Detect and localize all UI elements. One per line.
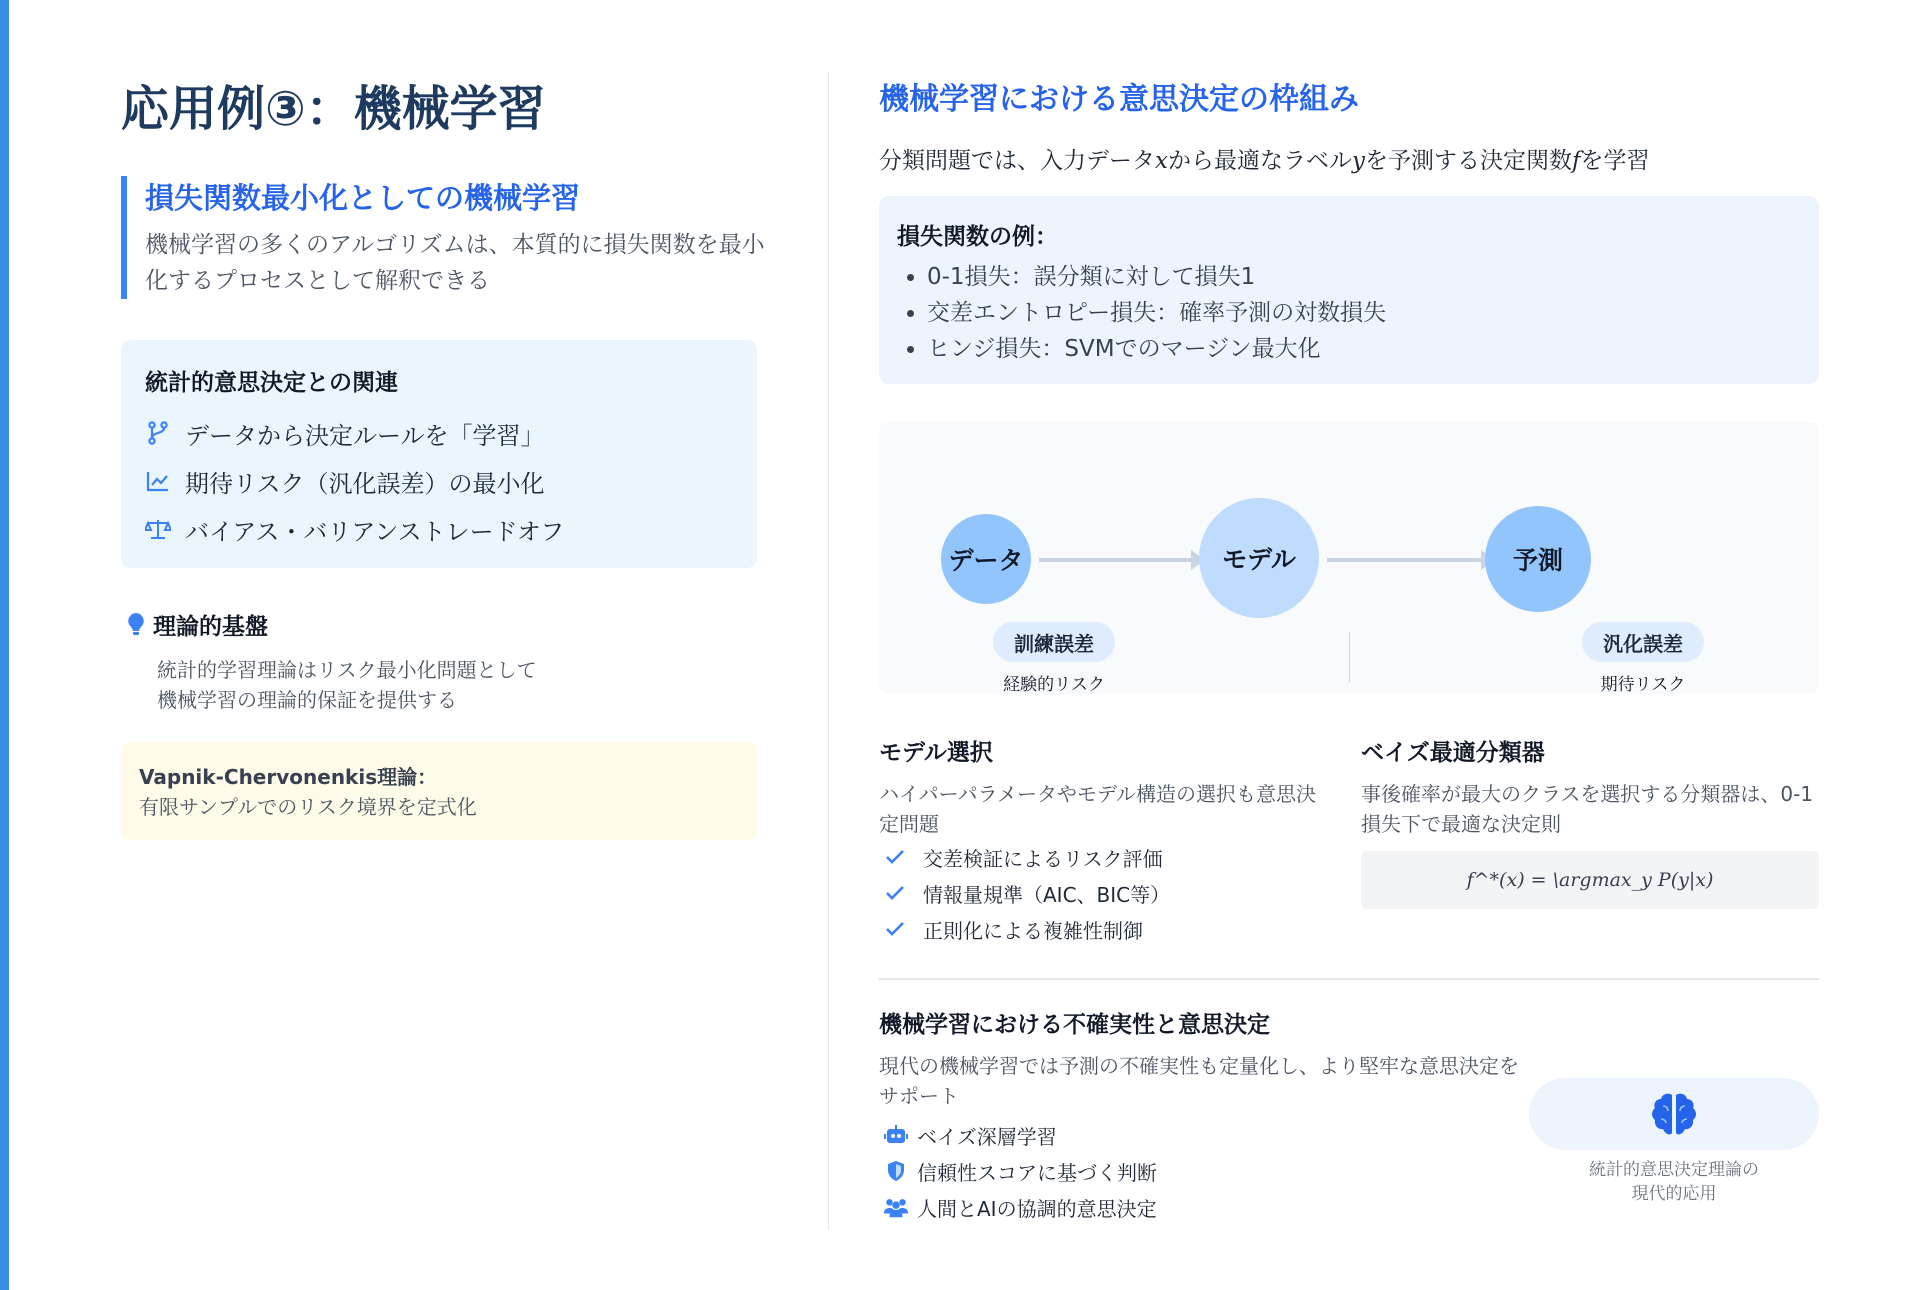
statistical-relation-box — [121, 340, 757, 568]
robot-icon — [883, 1124, 909, 1146]
node-model: モデル — [1199, 498, 1319, 618]
check-icon — [885, 885, 907, 901]
bayes-text: 事後確率が最大のクラスを選択する分類器は、0-1損失下で最適な決定則 — [1361, 782, 1814, 836]
brain-caption: 統計的意思決定理論の 現代的応用 — [1589, 1160, 1759, 1204]
list-item: 人間とAIの協調的意思決定 — [879, 1189, 1519, 1225]
vc-theory-note — [121, 742, 757, 840]
expected-risk-label: 期待リスク — [1600, 675, 1686, 695]
relation-item-label: データから決定ルールを「学習」 — [185, 421, 545, 450]
chart-line-icon — [145, 468, 171, 494]
relation-heading: 統計的意思決定との関連 — [145, 370, 398, 396]
column-divider — [828, 72, 829, 1230]
loss-minimization-callout — [121, 176, 785, 299]
theory-heading: 理論的基盤 — [153, 614, 268, 640]
model-selection-section — [879, 734, 1329, 947]
loss-list — [897, 259, 1819, 367]
brain-badge — [1529, 1078, 1819, 1150]
balance-scale-icon — [145, 516, 171, 542]
brain-icon — [1651, 1092, 1697, 1136]
flow-diagram — [879, 422, 1819, 694]
node-prediction: 予測 — [1485, 506, 1591, 612]
left-accent-bar — [0, 0, 9, 1290]
bayes-optimal-section — [1361, 734, 1819, 909]
check-icon — [885, 921, 907, 937]
check-icon — [885, 849, 907, 865]
lightbulb-icon — [127, 612, 145, 638]
vc-description: 有限サンプルでのリスク境界を定式化 — [139, 795, 477, 819]
relation-item-label: バイアス・バリアンストレードオフ — [185, 517, 565, 546]
page-title: 応用例③：機械学習 — [121, 81, 546, 137]
list-item: ベイズ深層学習 — [879, 1117, 1519, 1153]
diagram-separator — [1349, 632, 1350, 682]
classification-lead: 分類問題では、入力データxから最適なラベルyを予測する決定関数fを学習 — [879, 148, 1650, 174]
list-item: • ヒンジ損失：SVMでのマージン最大化 — [927, 331, 1819, 367]
section-divider — [879, 978, 1819, 980]
relation-item-label: 期待リスク（汎化誤差）の最小化 — [185, 469, 545, 498]
code-branch-icon — [145, 420, 171, 446]
list-item: 交差検証によるリスク評価 — [879, 839, 1329, 875]
generalization-error-badge: 汎化誤差 — [1582, 622, 1704, 662]
list-item: • 交差エントロピー損失：確率予測の対数損失 — [927, 295, 1819, 331]
list-item: • 0-1損失：誤分類に対して損失1 — [927, 259, 1819, 295]
list-item: 正則化による複雑性制御 — [879, 911, 1329, 947]
list-item: 情報量規準（AIC、BIC等） — [879, 875, 1329, 911]
callout-heading: 損失関数最小化としての機械学習 — [145, 181, 581, 215]
relation-item — [145, 409, 757, 457]
empirical-risk-label: 経験的リスク — [1003, 675, 1105, 695]
theory-foundation — [127, 608, 767, 715]
callout-text: 機械学習の多くのアルゴリズムは、本質的に損失関数を最小化するプロセスとして解釈できる — [145, 232, 765, 294]
list-item: 信頼性スコアに基づく判断 — [879, 1153, 1519, 1189]
loss-heading: 損失関数の例： — [897, 224, 1058, 250]
node-data: データ — [941, 514, 1031, 604]
training-error-badge: 訓練誤差 — [993, 622, 1115, 662]
shield-icon — [883, 1160, 909, 1182]
model-selection-heading: モデル選択 — [879, 740, 993, 766]
users-icon — [883, 1196, 909, 1218]
model-selection-text: ハイパーパラメータやモデル構造の選択も意思決定問題 — [879, 782, 1316, 836]
uncertainty-section — [879, 1006, 1519, 1225]
bayes-formula: f^*(x) = \argmax_y P(y|x) — [1361, 851, 1819, 909]
loss-examples-box — [879, 196, 1819, 384]
relation-item — [145, 457, 757, 505]
relation-item — [145, 505, 757, 553]
uncertainty-text: 現代の機械学習では予測の不確実性も定量化し、より堅牢な意思決定をサポート — [879, 1054, 1519, 1108]
vc-title: Vapnik-Chervonenkis理論： — [139, 765, 438, 789]
theory-text: 統計的学習理論はリスク最小化問題として 機械学習の理論的保証を提供する — [157, 658, 537, 712]
bayes-heading: ベイズ最適分類器 — [1361, 740, 1545, 766]
uncertainty-heading: 機械学習における不確実性と意思決定 — [879, 1012, 1270, 1038]
framework-title: 機械学習における意思決定の枠組み — [879, 82, 1359, 117]
